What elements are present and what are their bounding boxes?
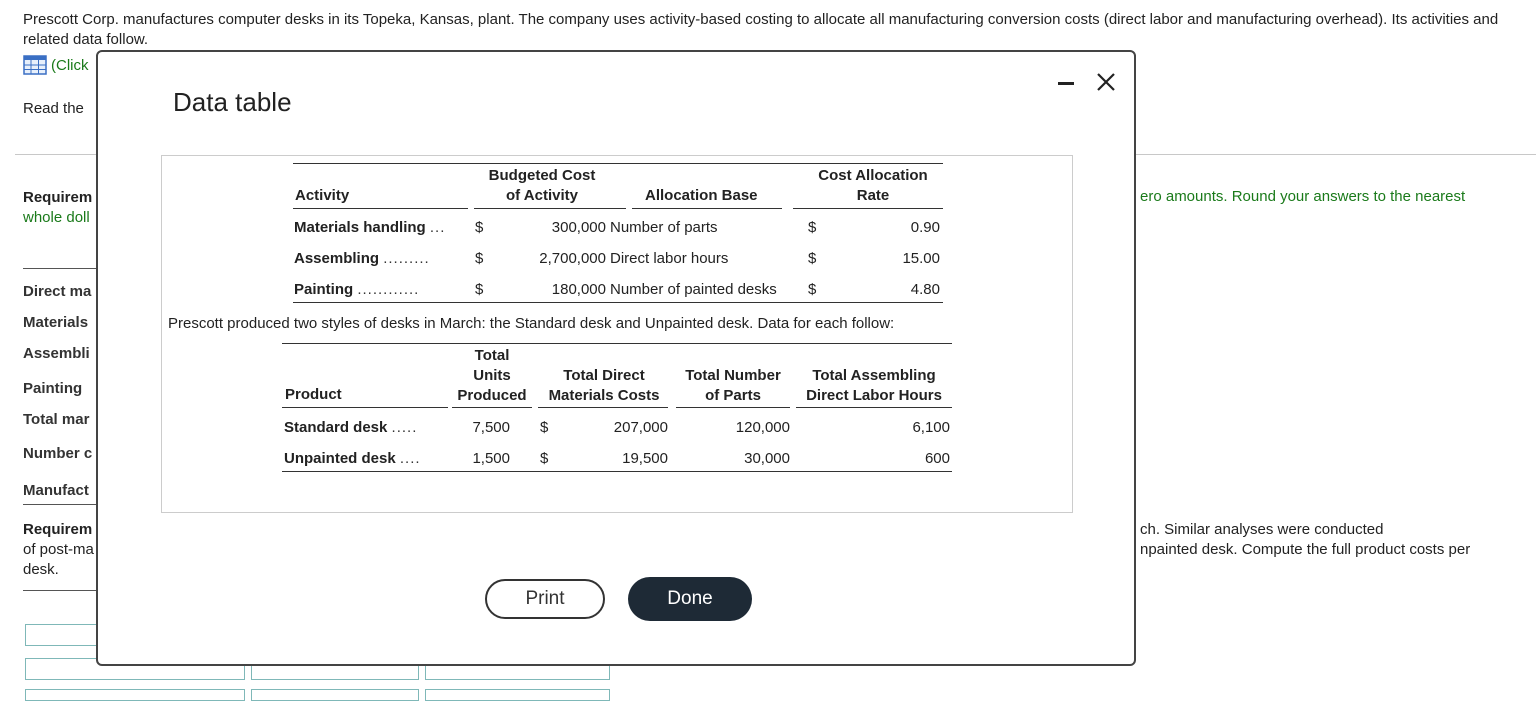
table-icon [23, 55, 47, 75]
table-top-rule [23, 268, 103, 269]
requirement-1 [23, 188, 92, 228]
header-rule [282, 407, 448, 408]
currency-symbol: $ [540, 450, 549, 467]
done-button[interactable]: Done [628, 577, 752, 621]
data-table-content [161, 155, 1073, 513]
table-bottom-rule [23, 504, 103, 505]
activity-name: Assembling [294, 250, 380, 267]
header-rule [796, 407, 952, 408]
activity-table-top-rule [293, 163, 943, 164]
currency-symbol: $ [475, 219, 484, 236]
header-parts-line2: of Parts [705, 387, 761, 404]
header-rule [474, 208, 626, 209]
dialog-title: Data table [173, 87, 292, 117]
requirement-2-tail-line-1: ch. Similar analyses were conducted [1140, 521, 1384, 538]
units-produced: 7,500 [472, 419, 510, 436]
direct-materials-cost: 19,500 [622, 450, 668, 467]
close-icon [1096, 68, 1116, 96]
requirement-1-instruction-tail: ero amounts. Round your answers to the nearest [1140, 188, 1466, 205]
product-table-bottom-rule [282, 471, 952, 472]
data-table-link[interactable] [23, 55, 89, 75]
header-direct-materials-line2: Materials Costs [548, 387, 660, 404]
row-label-assembling: Assembli [23, 345, 90, 362]
problem-description: Prescott Corp. manufactures computer desks in its Topeka, Kansas, plant. The company uses activity-based costing to allocate all manufacturing conversion costs (direct labor and manufacturing overhead). Its activities and related data follow. [23, 11, 1499, 48]
allocation-rate: 4.80 [910, 281, 940, 298]
currency-symbol: $ [808, 250, 817, 267]
budgeted-cost: 2,700,000 [539, 250, 606, 267]
header-rule [538, 407, 668, 408]
header-rule [632, 208, 782, 209]
requirement-1-title: Requirem [23, 189, 93, 206]
row-label-direct-materials: Direct ma [23, 283, 92, 300]
data-table-link-text[interactable]: (Click [51, 56, 89, 74]
requirement-2 [23, 520, 103, 580]
requirement-1-instruction: whole doll [23, 209, 90, 226]
leader-dots: ............ [357, 281, 420, 298]
activity-name: Materials handling [294, 219, 426, 236]
currency-symbol: $ [540, 419, 549, 436]
close-button[interactable] [1096, 68, 1116, 96]
assembling-hours: 600 [924, 450, 950, 467]
allocation-base: Number of painted desks [610, 281, 777, 298]
currency-symbol: $ [475, 281, 484, 298]
assembling-hours: 6,100 [912, 419, 950, 436]
row-label-total-manufacturing: Total mar [23, 411, 90, 428]
allocation-rate: 15.00 [902, 250, 940, 267]
leader-dots: ..... [391, 419, 418, 436]
leader-dots: ......... [383, 250, 430, 267]
requirement-2-text-end: desk. [23, 561, 59, 578]
header-product: Product [285, 386, 342, 403]
production-note: Prescott produced two styles of desks in March: the Standard desk and Unpainted desk. Data for each follow: [168, 315, 895, 332]
header-rule [793, 208, 943, 209]
requirement-2-title: Requirem [23, 521, 93, 538]
table-row [284, 450, 421, 467]
header-rule [293, 208, 468, 209]
table-row [284, 419, 417, 436]
allocation-base: Direct labor hours [610, 250, 729, 267]
table-row [294, 281, 419, 298]
row-label-number: Number c [23, 445, 93, 462]
row-label-painting: Painting [23, 380, 83, 397]
header-allocation-base: Allocation Base [645, 187, 758, 204]
answer-input[interactable] [425, 689, 610, 701]
allocation-base: Number of parts [610, 219, 718, 236]
header-budgeted-cost-line2: of Activity [506, 187, 578, 204]
read-requirements-text: Read the [23, 100, 84, 117]
header-budgeted-cost-line1: Budgeted Cost [488, 167, 596, 184]
product-name: Standard desk [284, 419, 388, 436]
requirement-2-tail-line-2: npainted desk. Compute the full product costs per [1140, 541, 1471, 558]
number-of-parts: 120,000 [735, 419, 790, 436]
activity-name: Painting [294, 281, 354, 298]
header-hours-line1: Total Assembling [812, 367, 936, 384]
answer-input[interactable] [251, 689, 419, 701]
allocation-rate: 0.90 [910, 219, 940, 236]
header-units-line3: Produced [457, 387, 527, 404]
activity-table-bottom-rule [293, 302, 943, 303]
units-produced: 1,500 [472, 450, 510, 467]
header-activity: Activity [295, 187, 350, 204]
header-rate-line1: Cost Allocation [818, 167, 928, 184]
product-name: Unpainted desk [284, 450, 396, 467]
currency-symbol: $ [475, 250, 484, 267]
leader-dots: .... [399, 450, 421, 467]
answer-input[interactable] [25, 689, 245, 701]
answer-table-rule [23, 590, 103, 591]
budgeted-cost: 300,000 [551, 219, 606, 236]
row-label-materials-handling: Materials [23, 314, 89, 331]
header-units-line1: Total [474, 347, 510, 364]
currency-symbol: $ [808, 219, 817, 236]
budgeted-cost: 180,000 [551, 281, 606, 298]
print-button[interactable]: Print [485, 579, 605, 619]
header-units-line2: Units [473, 367, 511, 384]
product-table-top-rule [282, 343, 952, 344]
header-rule [452, 407, 532, 408]
currency-symbol: $ [808, 281, 817, 298]
leader-dots: ... [429, 219, 446, 236]
requirement-2-text: of post-ma [23, 541, 94, 558]
header-rate-line2: Rate [856, 187, 890, 204]
row-label-manufacturing: Manufact [23, 482, 89, 499]
header-direct-materials-line1: Total Direct [563, 367, 645, 384]
direct-materials-cost: 207,000 [613, 419, 668, 436]
table-row [294, 219, 445, 236]
number-of-parts: 30,000 [744, 450, 790, 467]
header-hours-line2: Direct Labor Hours [806, 387, 942, 404]
minimize-icon [1058, 82, 1074, 85]
data-table-dialog [96, 50, 1136, 666]
header-parts-line1: Total Number [685, 367, 781, 384]
header-rule [676, 407, 790, 408]
table-row [294, 250, 430, 267]
requirement-2-text-tail [1140, 520, 1470, 560]
